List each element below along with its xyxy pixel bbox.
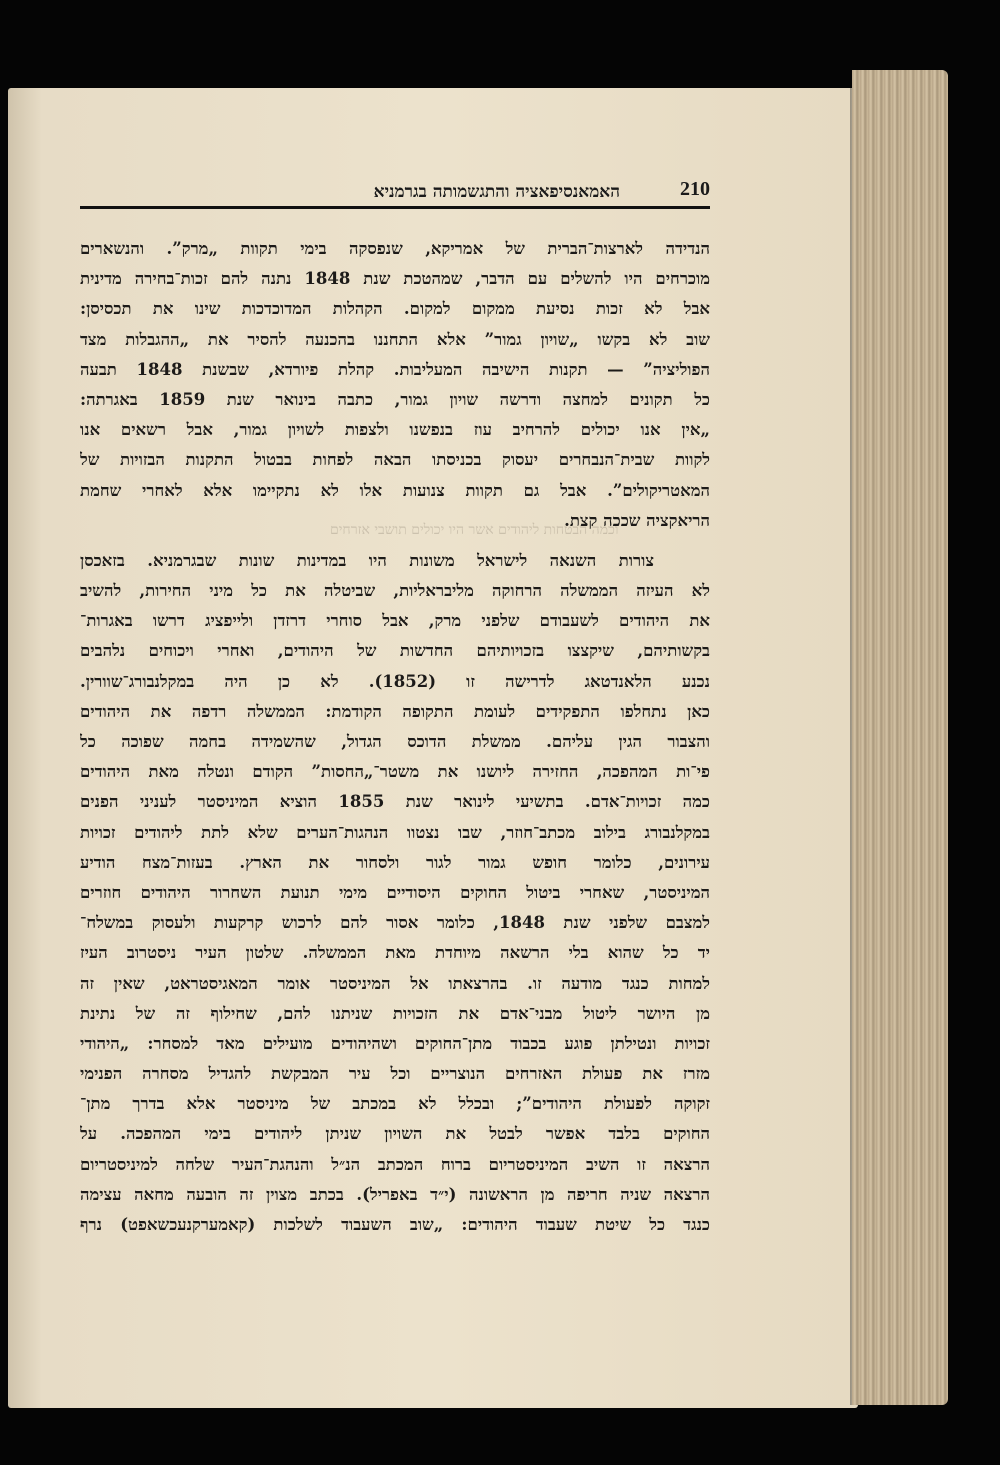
text-line: הרצאה שניה חריפה מן הראשונה (י״ד באפריל). בכתב מצוין זה הובעה מחאה עצימה bbox=[80, 1184, 710, 1204]
text-line: והצבור הגין עליהם. ממשלת הדוכס הגדול, שהשמידה בחמה שפוכה כל bbox=[80, 732, 710, 751]
text-line: הריאקציה שככה קצת. bbox=[564, 510, 710, 530]
running-title: האמאנסיפאציה והתגשמותה בגרמניא bbox=[373, 182, 620, 202]
text-line: החוקים בלבד אפשר לבטל את השויון שניתן ליהודים בימי המהפכה. על bbox=[80, 1124, 710, 1144]
show-through-text: וכמה הבטחות ליהודים אשר היו יכולים תושבי אזרחים bbox=[330, 522, 619, 538]
text-line: אבל לא זכות נסיעת ממקום למקום. הקהלות המדוכדכות שינו את תכסיסן: bbox=[80, 299, 710, 319]
text-line: הנדידה לארצות־הברית של אמריקא, שנפסקה בימי תקוות „מרק”. והנשארים bbox=[80, 239, 710, 258]
text-line: במקלנבורג בילוב מכתב־חוזר, שבו נצטוו הנהגות־הערים שלא לתת ליהודים זכויות bbox=[80, 822, 710, 842]
text-line: את היהודים לשעבודם שלפני מרק, אבל סוחרי דרזדן ולייפציג דרשו באגרות־ bbox=[80, 611, 710, 631]
text-line: המיניסטר, שאחרי ביטול החוקים היסודיים מימי תנועת השחרור היהודים חוזרים bbox=[80, 882, 710, 902]
paragraph-2 bbox=[80, 546, 710, 1240]
text-line: צורות השנאה לישראל משונות היו במדינות שונות שבגרמניא. בזאכסן bbox=[80, 550, 654, 570]
text-line: הפוליציה” — תקנות הישיבה המעליבות. קהלת פיורדא, שבשנת 1848 תבעה bbox=[80, 359, 710, 379]
text-line: זכויות ונטילתן פוגע בכבוד מתן־החוקים ושהיהודים מועילים מאד למסחר: „היהודי bbox=[80, 1033, 710, 1053]
text-line: מזרז את פעולת האזרחים הנוצריים וכל עיר המבקשת להגדיל מסחרה הפנימי bbox=[80, 1064, 710, 1084]
text-line: שוב לא בקשו „שויון גמור” אלא התחננו בהכנעה להסיר את „ההגבלות מצד bbox=[80, 329, 710, 349]
text-line: לקוות שבית־הנבחרים יעסוק בכניסתו הבאה לפחות בבטול התקנות הבזויות של bbox=[80, 450, 710, 470]
book-page-edges bbox=[852, 70, 948, 1405]
page-number: 210 bbox=[680, 178, 710, 200]
text-line: למחות כנגד מודעה זו. בהרצאתו אל המיניסטר אומר המאגיסטראט, שאין זה bbox=[80, 973, 710, 993]
header-rule bbox=[80, 206, 710, 209]
text-line: כמה זכויות־אדם. בתשיעי לינואר שנת 1855 הוציא המיניסטר לעניני הפנים bbox=[80, 792, 710, 812]
text-line: עירונים, כלומר חופש גמור לגור ולסחור את הארץ. בעזות־מצח הודיע bbox=[80, 852, 710, 872]
paragraph-1 bbox=[80, 234, 710, 536]
text-line: זקוקה לפעולת היהודים”; ובכלל לא במכתב של מיניסטר אלא בדרך מתן־ bbox=[80, 1094, 710, 1114]
text-line: למצבם שלפני שנת 1848, כלומר אסור להם לרכוש קרקעות ולעסוק במשלח־ bbox=[80, 913, 710, 933]
text-line: נכנע הלאנדטאג לדרישה זו (1852). לא כן היה במקלנבורג־שוורין. bbox=[80, 671, 710, 691]
text-line: כל תקונים למחצה ודרשה שויון גמור, כתבה בינואר שנת 1859 באגרתה: bbox=[80, 389, 710, 409]
text-line: בקשותיהם, שיקצצו בזכויותיהם החדשות של היהודים, ואחרי ויכוחים נלהבים bbox=[80, 641, 710, 661]
text-line: מן היושר ליטול מבני־אדם את הזכויות שניתנו להם, שחילוף זה של נתינת bbox=[80, 1003, 710, 1023]
text-line: המאטריקולים”. אבל גם תקוות צנועות אלו לא נתקיימו אלא לאחרי שחמת bbox=[80, 480, 710, 500]
text-line: פי־ות המהפכה, החזירה ליושנו את משטר־„החסות” הקודם ונטלה מאת היהודים bbox=[80, 762, 710, 782]
text-line: „אין אנו יכולים להרחיב עוז בנפשנו ולצפות לשויון גמור, אבל רשאים אנו bbox=[80, 420, 710, 440]
text-line: כאן נתחלפו התפקידים לעומת התקופה הקודמת: הממשלה רדפה את היהודים bbox=[80, 701, 710, 721]
text-line: מוכרחים היו להשלים עם הדבר, שמהטכת שנת 1848 נתנה להם זכות־בחירה מדינית bbox=[80, 269, 710, 289]
text-line: יד כל שהוא בלי הרשאה מיוחדת מאת הממשלה. שלטון העיר ניסטרוב העיז bbox=[80, 943, 710, 963]
text-line: הרצאה זו השיב המיניסטריום ברוח המכתב הנ״ל והנהגת־העיר שלחה למיניסטריום bbox=[80, 1154, 710, 1174]
text-line: כנגד כל שיטת שעבוד היהודים: „שוב השעבוד לשלכות (קאמערקנעכשאפט) נרף bbox=[80, 1215, 710, 1234]
page-header bbox=[255, 178, 710, 204]
text-line: לא העיזה הממשלה הרחוקה מליבראליות, שביטלה את כל מיני החירות, להשיב bbox=[80, 581, 710, 601]
body-text bbox=[80, 234, 710, 1240]
